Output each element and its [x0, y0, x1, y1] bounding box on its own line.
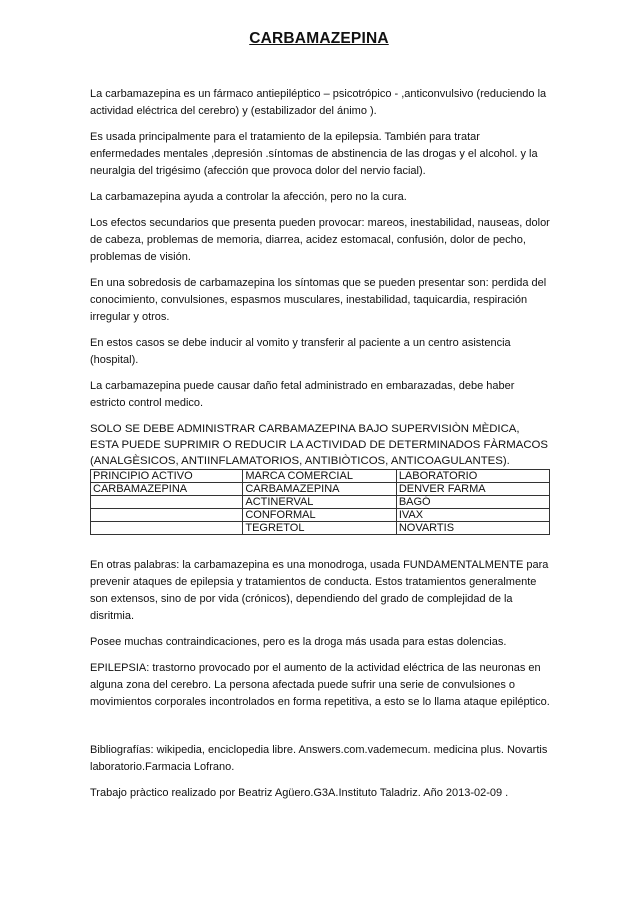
table-cell: CARBAMAZEPINA [243, 483, 396, 496]
paragraph-uses: Es usada principalmente para el tratamiento de la epilepsia. También para tratar enfermedades mentales ,depresión .síntomas de abstinencia de las drogas y el alcohol. y la neuralgia del trigésimo (afección que provoca dolor del nervio facial). [90, 131, 538, 177]
paragraph-summary: En otras palabras: la carbamazepina es una monodroga, usada FUNDAMENTALMENTE para prevenir ataques de epilepsia y tratamientos de conducta. Estos tratamientos generalmente son extensos, sino de por vida (crónicos), dependiendo del grado de complejidad de la disritmia. [90, 559, 549, 622]
paragraph-epilepsy: EPILEPSIA: trastorno provocado por el aumento de la actividad eléctrica de las neuronas en alguna zona del cerebro. La persona afectada puede sufrir una serie de convulsiones o movimientos corporales incontrolados en forma repetitiva, a esto se lo llama ataque epiléptico. [90, 662, 550, 708]
table-cell [91, 522, 243, 535]
paragraph-side-effects: Los efectos secundarios que presenta pueden provocar: mareos, inestabilidad, nauseas, dolor de cabeza, problemas de memoria, diarrea, acidez estomacal, confusión, dolor de pecho, problemas de visión. [90, 217, 550, 263]
paragraph-overdose: En una sobredosis de carbamazepina los síntomas que se pueden presentar son: perdida del conocimiento, convulsiones, espasmos musculares, inestabilidad, taquicardia, respiración irregular y otros. [90, 277, 547, 323]
table-cell [91, 509, 243, 522]
table-cell: CONFORMAL [243, 509, 396, 522]
document-title: CARBAMAZEPINA [249, 30, 389, 47]
paragraph-pregnancy: La carbamazepina puede causar daño fetal administrado en embarazadas, debe haber estricto control medico. [90, 380, 515, 409]
table-cell: DENVER FARMA [396, 483, 549, 496]
table-cell: ACTINERVAL [243, 496, 396, 509]
table-row [91, 509, 550, 522]
paragraph-treatment: En estos casos se debe inducir al vomito y transferir al paciente a un centro asistencia (hospital). [90, 337, 511, 366]
spacer [90, 720, 550, 742]
table-header-row [91, 470, 550, 483]
paragraph-control: La carbamazepina ayuda a controlar la afección, pero no la cura. [90, 191, 407, 203]
table-row [91, 483, 550, 496]
credit-line: Trabajo pràctico realizado por Beatriz Agüero.G3A.Instituto Taladriz. Año 2013-02-09 . [90, 787, 509, 799]
table-cell [91, 496, 243, 509]
table-header-cell: LABORATORIO [396, 470, 549, 483]
table-cell: TEGRETOL [243, 522, 396, 535]
table-cell: BAGÓ [396, 496, 549, 509]
table-row [91, 522, 550, 535]
table-cell: CARBAMAZEPINA [91, 483, 243, 496]
table-header-cell: MARCA COMERCIAL [243, 470, 396, 483]
document-body [90, 86, 550, 811]
table-header-cell: PRINCIPIO ACTIVO [91, 470, 243, 483]
bibliography: Bibliografías: wikipedia, enciclopedia libre. Answers.com.vademecum. medicina plus. Novartis laboratorio.Farmacia Lofrano. [90, 744, 548, 773]
paragraph-contraindications: Posee muchas contraindicaciones, pero es la droga más usada para estas dolencias. [90, 636, 507, 648]
table-cell: IVAX [396, 509, 549, 522]
warning-text: SOLO SE DEBE ADMINISTRAR CARBAMAZEPINA BAJO SUPERVISIÒN MÈDICA, ESTA PUEDE SUPRIMIR O REDUCIR LA ACTIVIDAD DE DETERMINADOS FÀRMACOS (ANALGÈSICOS, ANTIINFLAMATORIOS, ANTIBIÒTICOS, ANTICOAGULANTES). [90, 423, 549, 467]
table-cell: NOVARTIS [396, 522, 549, 535]
paragraph-definition: La carbamazepina es un fármaco antiepiléptico – psicotrópico - ,anticonvulsivo (reduciendo la actividad eléctrica del cerebro) y (estabilizador del ánimo ). [90, 88, 547, 117]
brands-table [90, 469, 550, 535]
table-row [91, 496, 550, 509]
